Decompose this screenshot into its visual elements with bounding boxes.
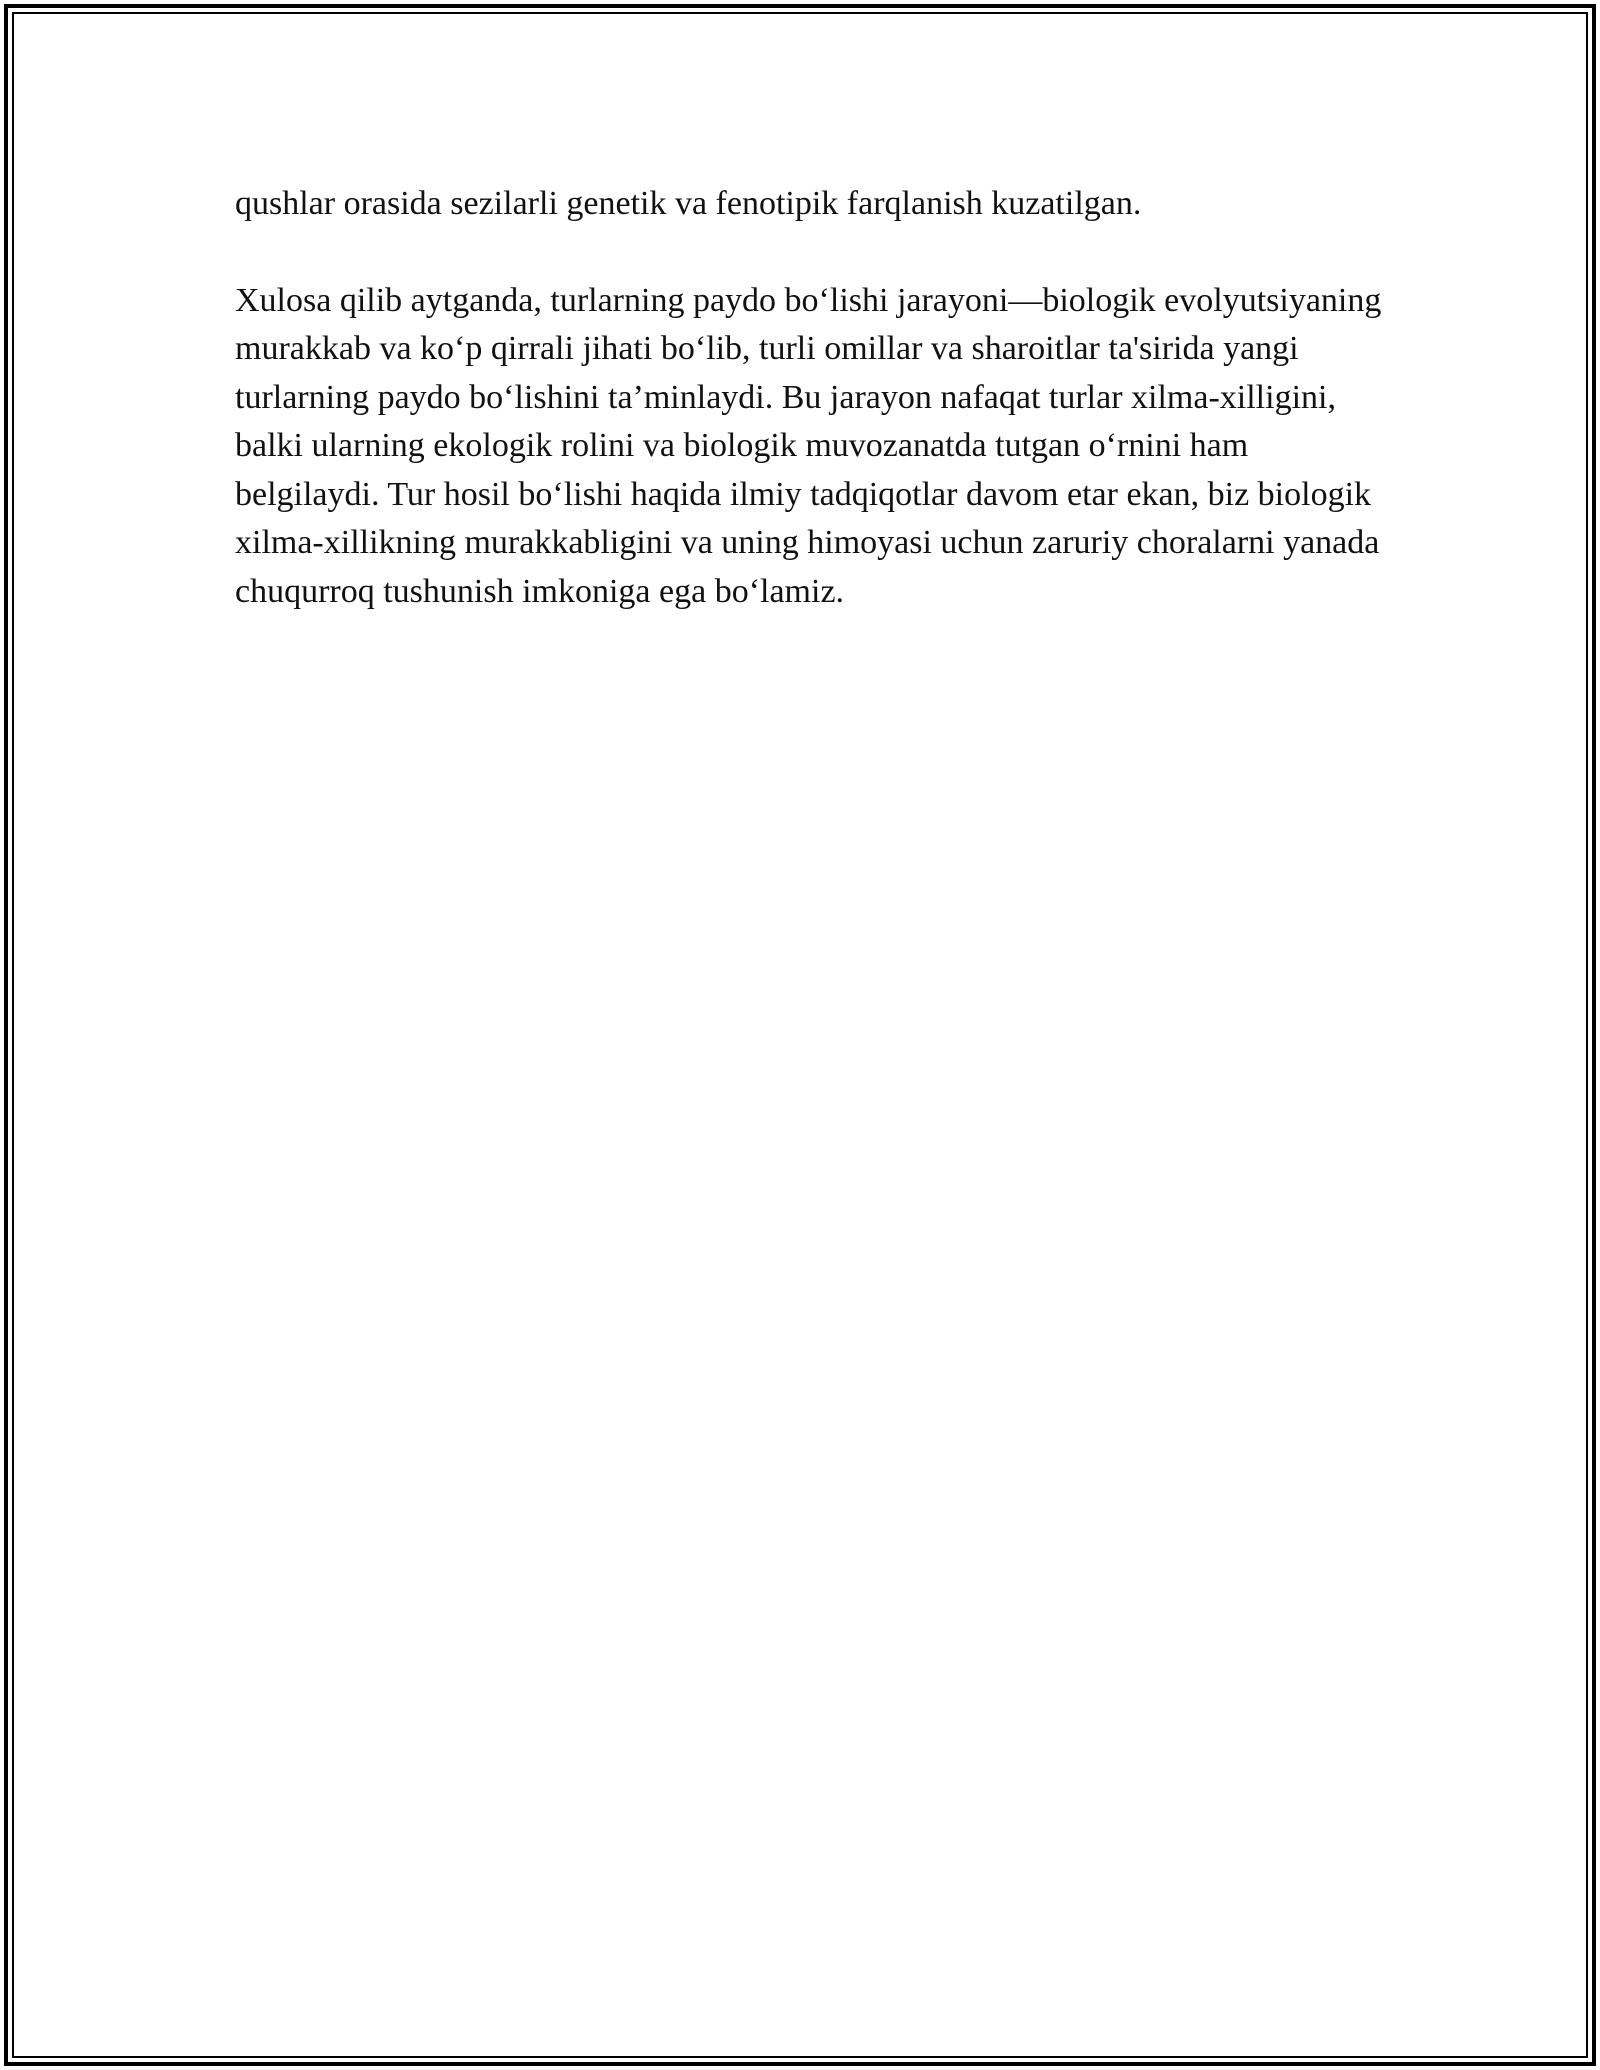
paragraph-conclusion: Xulosa qilib aytganda, turlarning paydo bo‘lishi jarayoni—biologik evolyutsiyaning murakkab va ko‘p qirrali jihati bo‘lib, turli omillar va sharoitlar ta'sirida yangi turlarning paydo bo‘lishini ta’minlaydi. Bu jarayon nafaqat turlar xilma-xilligini, balki ularning ekologik rolini va biologik muvozanatda tutgan o‘rnini ham belgilaydi. Tur hosil bo‘lishi haqida ilmiy tadqiqotlar davom etar ekan, biz biologik xilma-xillikning murakkabligini va uning himoyasi uchun zaruriy choralarni yanada chuqurroq tushunish imkoniga ega bo‘lamiz. [235, 281, 1382, 610]
paragraph-continuation: qushlar orasida sezilarli genetik va fenotipik farqlanish kuzatilgan. [235, 185, 1142, 222]
document-body [235, 180, 1385, 616]
